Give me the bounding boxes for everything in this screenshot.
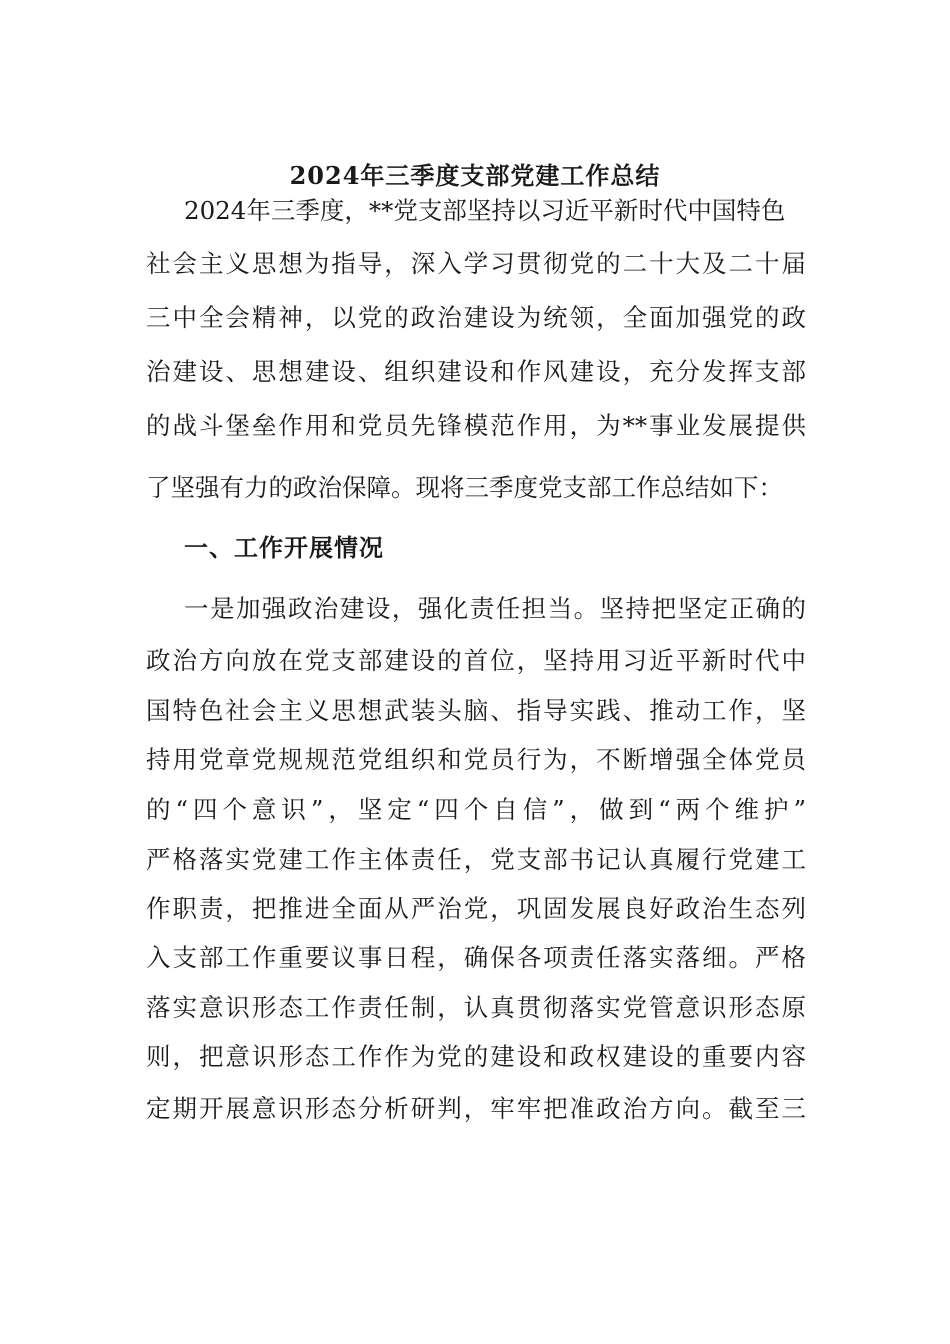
body-line: 则，把意识形态工作作为党的建设和政权建设的重要内容 [146,1042,806,1071]
body-line: 政治方向放在党支部建设的首位，坚持用习近平新时代中 [146,646,806,675]
intro-line: 社会主义思想为指导，深入学习贯彻党的二十大及二十届 [146,249,806,278]
body-line: 作职责，把推进全面从严治党，巩固发展良好政治生态列 [146,894,806,923]
intro-line: 的战斗堡垒作用和党员先锋模范作用，为**事业发展提供 [146,411,806,440]
body-line: 一是加强政治建设，强化责任担当。坚持把坚定正确的 [184,594,806,623]
body-line: 国特色社会主义思想武装头脑、指导实践、推动工作，坚 [146,696,806,725]
body-line: 的“四个意识”，坚定“四个自信”，做到“两个维护” [146,795,806,824]
body-line: 严格落实党建工作主体责任，党支部书记认真履行党建工 [146,845,806,874]
body-line: 落实意识形态工作责任制，认真贯彻落实党管意识形态原 [146,993,806,1022]
intro-line: 了坚强有力的政治保障。现将三季度党支部工作总结如下： [146,473,783,502]
intro-line: 三中全会精神，以党的政治建设为统领，全面加强党的政 [146,303,806,332]
document-title: 2024年三季度支部党建工作总结 [289,161,661,190]
intro-line: 治建设、思想建设、组织建设和作风建设，充分发挥支部 [146,357,806,386]
body-line: 入支部工作重要议事日程，确保各项责任落实落细。严格 [146,943,806,972]
section-heading: 一、工作开展情况 [184,533,384,562]
body-line: 定期开展意识形态分析研判，牢牢把准政治方向。截至三 [146,1094,806,1123]
intro-line: 2024年三季度，**党支部坚持以习近平新时代中国特色 [184,196,786,225]
body-line: 持用党章党规规范党组织和党员行为，不断增强全体党员 [146,745,806,774]
